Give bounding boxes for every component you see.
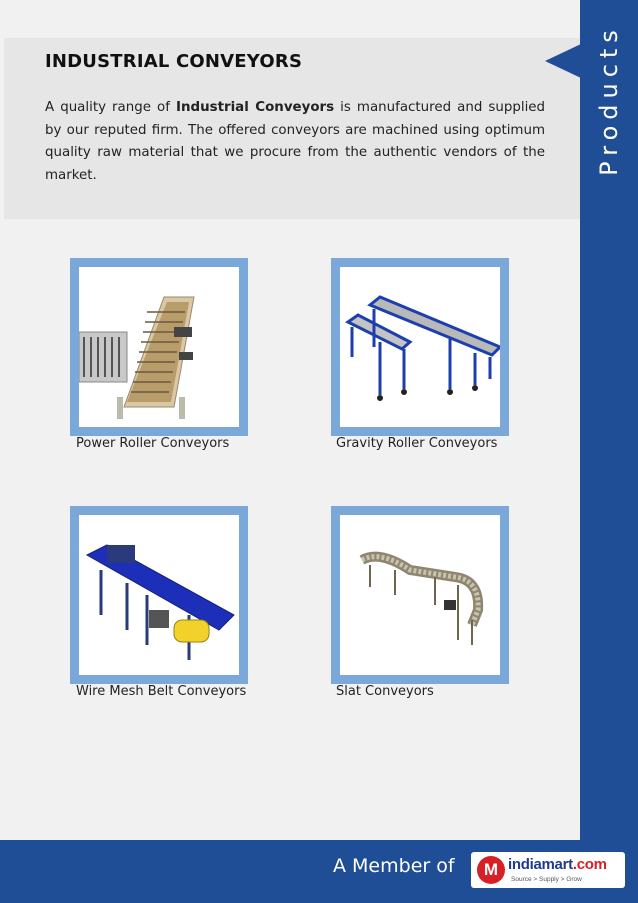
product-image-gravity-roller[interactable] xyxy=(340,267,500,427)
product-image-wire-mesh-belt[interactable] xyxy=(79,515,239,675)
product-card-gravity-roller[interactable] xyxy=(331,258,509,436)
indiamart-wordmark xyxy=(508,856,607,873)
intro-highlight: Industrial Conveyors xyxy=(175,100,335,115)
power-roller-conveyor-image xyxy=(79,267,239,427)
intro-text-start: A quality range of xyxy=(45,100,176,115)
sidebar-products-label: Products xyxy=(595,24,624,176)
intro-paragraph xyxy=(45,97,545,187)
product-caption-power-roller[interactable]: Power Roller Conveyors xyxy=(76,436,230,451)
sidebar-label-wrap xyxy=(580,0,638,200)
logo-name: indiamart xyxy=(508,856,573,873)
product-card-slat[interactable] xyxy=(331,506,509,684)
product-image-slat[interactable] xyxy=(340,515,500,675)
page-title: INDUSTRIAL CONVEYORS xyxy=(45,51,303,72)
intro-text-end: is manufactured and supplied by our reputed firm. The offered conveyors are machined using optimum quality raw material that we procure from the authentic vendors of the market. xyxy=(45,100,546,183)
product-card-power-roller[interactable] xyxy=(70,258,248,436)
product-caption-slat[interactable]: Slat Conveyors xyxy=(336,684,434,699)
product-card-wire-mesh-belt[interactable] xyxy=(70,506,248,684)
wire-mesh-belt-conveyor-image xyxy=(79,515,239,675)
slat-conveyor-image xyxy=(340,515,500,675)
pointer-arrow-icon xyxy=(545,44,581,78)
product-caption-gravity-roller[interactable]: Gravity Roller Conveyors xyxy=(336,436,498,451)
logo-tagline: Source > Supply > Grow xyxy=(511,876,582,883)
member-of-text: A Member of xyxy=(333,855,455,877)
logo-dotcom: .com xyxy=(572,856,607,873)
indiamart-mark-icon: M xyxy=(477,856,505,884)
product-image-power-roller[interactable] xyxy=(79,267,239,427)
indiamart-logo[interactable] xyxy=(471,852,625,888)
gravity-roller-conveyor-image xyxy=(340,267,500,427)
product-caption-wire-mesh-belt[interactable]: Wire Mesh Belt Conveyors xyxy=(76,684,247,699)
